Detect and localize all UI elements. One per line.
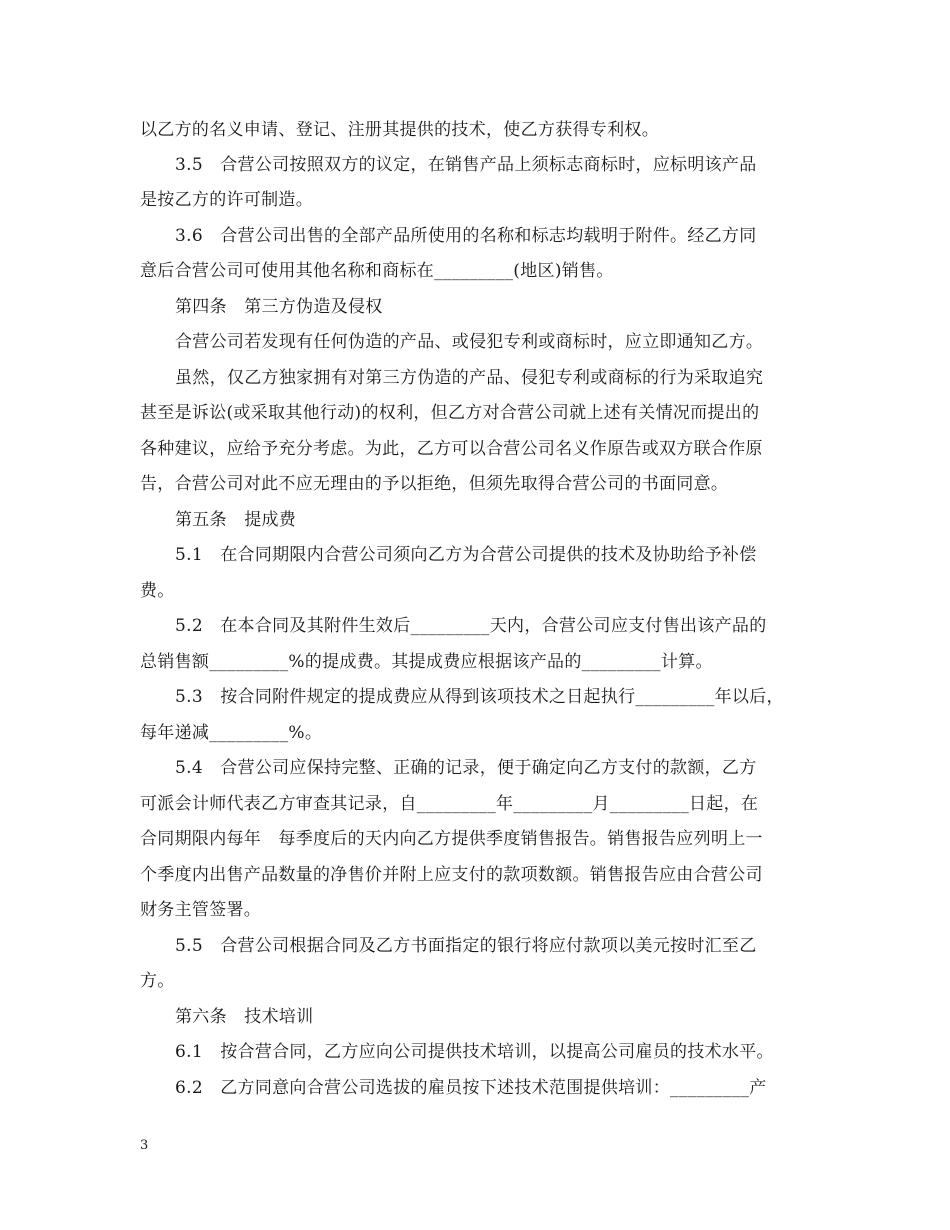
text-line: 5.5 合营公司根据合同及乙方书面指定的银行将应付款项以美元按时汇至乙 (175, 936, 757, 956)
text-line: 每年递减_________%。 (140, 723, 323, 743)
text-line: 可派会计师代表乙方审查其记录，自_________年_________月_________日起，在 (140, 794, 759, 814)
text-line: 告，合营公司对此不应无理由的予以拒绝，但须先取得合营公司的书面同意。 (140, 474, 729, 494)
text-line: 各种建议，应给予充分考虑。为此，乙方可以合营公司名义作原告或双方联合作原 (140, 439, 763, 459)
text-line: 费。 (140, 581, 175, 601)
text-line: 5.3 按合同附件规定的提成费应从得到该项技术之日起执行_________年以后， (175, 687, 784, 707)
text-line: 意后合营公司可使用其他名称和商标在_________(地区)销售。 (140, 261, 614, 281)
text-line: 5.1 在合同期限内合营公司须向乙方为合营公司提供的技术及协助给予补偿 (175, 545, 757, 565)
text-line: 以乙方的名义申请、登记、注册其提供的技术，使乙方获得专利权。 (140, 120, 659, 140)
text-line: 甚至是诉讼(或采取其他行动)的权利，但乙方对合营公司就上述有关情况而提出的 (140, 403, 760, 423)
text-line: 合营公司若发现有任何伪造的产品、或侵犯专利或商标时，应立即通知乙方。 (175, 332, 764, 352)
section-heading: 第五条 提成费 (175, 510, 297, 530)
page-number: 3 (140, 1138, 149, 1153)
text-line: 是按乙方的许可制造。 (140, 190, 313, 210)
text-line: 3.5 合营公司按照双方的议定，在销售产品上须标志商标时，应标明该产品 (175, 155, 757, 175)
text-line: 3.6 合营公司出售的全部产品所使用的名称和标志均载明于附件。经乙方同 (175, 226, 757, 246)
section-heading: 第四条 第三方伪造及侵权 (175, 297, 383, 317)
text-line: 个季度内出售产品数量的净售价并附上应支付的款项数额。销售报告应由合营公司 (140, 865, 763, 885)
text-line: 总销售额_________%的提成费。其提成费应根据该产品的_________计算。 (140, 652, 713, 672)
text-line: 6.1 按合营合同，乙方应向公司提供技术培训，以提高公司雇员的技术水平。 (175, 1042, 774, 1062)
text-line: 财务主管签署。 (140, 900, 262, 920)
text-line: 虽然，仅乙方独家拥有对第三方伪造的产品、侵犯专利或商标的行为采取追究 (175, 368, 764, 388)
text-line: 5.4 合营公司应保持完整、正确的记录，便于确定向乙方支付的款额，乙方 (175, 758, 757, 778)
text-line: 合同期限内每年 每季度后的天内向乙方提供季度销售报告。销售报告应列明上一 (140, 829, 763, 849)
text-line: 方。 (140, 971, 175, 991)
text-line: 5.2 在本合同及其附件生效后_________天内，合营公司应支付售出该产品的 (175, 616, 767, 636)
section-heading: 第六条 技术培训 (175, 1007, 314, 1027)
text-line: 6.2 乙方同意向合营公司选拔的雇员按下述技术范围提供培训：_________产 (175, 1078, 767, 1098)
